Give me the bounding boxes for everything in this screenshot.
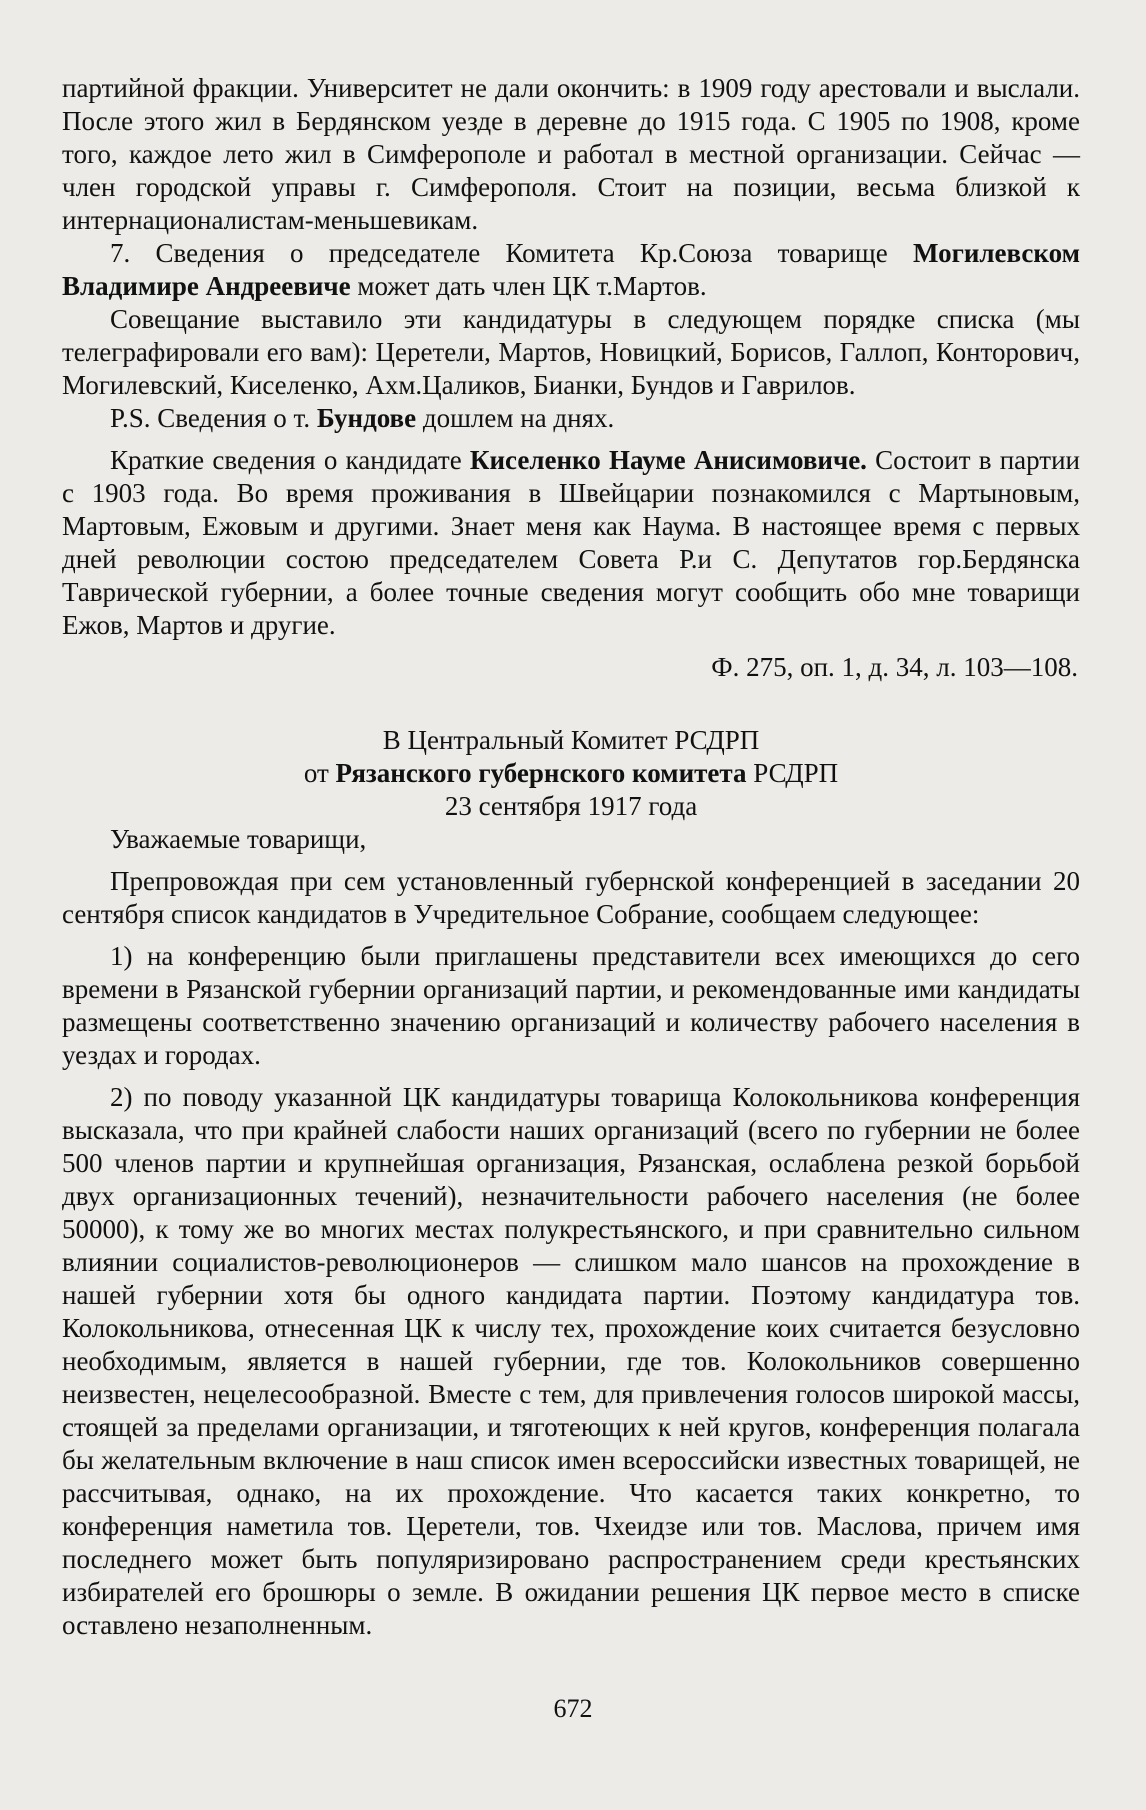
heading-date: 23 сентября 1917 года xyxy=(444,791,698,821)
ps-prefix: P.S. Сведения о т. xyxy=(110,403,317,433)
heading-party: РСДРП xyxy=(746,758,839,788)
paragraph-brief xyxy=(62,444,1080,642)
paragraph-continuation: партийной фракции. Университет не дали окончить: в 1909 году арестовали и выслали. После этого жил в Бердянском уезде в деревне до 1915 года. С 1905 по 1908, кроме того, каждое лето жил в Симферополе и работал в местной организации. Сейчас — член городской управы г. Симферополя. Стоит на позиции, весьма близкой к интернационалистам-меньшевикам. xyxy=(62,73,1080,235)
p7-prefix: 7. Сведения о председателе Комитета Кр.Союза товарище xyxy=(110,238,913,268)
salutation: Уважаемые товарищи, xyxy=(110,824,367,854)
brief-prefix: Краткие сведения о кандидате xyxy=(110,445,470,475)
paragraph-item-7 xyxy=(62,237,1080,303)
heading-line-2 xyxy=(62,757,1080,790)
letter-heading xyxy=(62,724,1080,823)
paragraph-point-1: 1) на конференцию были приглашены представители всех имеющихся до сего времени в Рязанской губернии организаций партии, и рекомендованные ими кандидаты размещены соответственно значению организаций и количеству рабочего населения в уездах и городах. xyxy=(62,941,1080,1070)
brief-suffix: Состоит в партии с 1903 года. Во время проживания в Швейцарии познакомился с Мартыновым, Мартовым, Ежовым и другими. Знает меня как Наума. В настоящее время с первых дней революции состою председателем Совета Р.и С. Депутатов гор.Бердянска Таврической губернии, а более точные сведения могут сообщить обо мне товарищи Ежов, Мартов и другие. xyxy=(62,445,1080,640)
heading-committee: Рязанского губернского комитета xyxy=(335,758,747,788)
ps-suffix: дошлем на днях. xyxy=(416,403,615,433)
ps-name: Бундове xyxy=(316,403,417,433)
heading-line-1: В Центральный Комитет РСДРП xyxy=(382,725,760,755)
heading-from: от xyxy=(303,758,336,788)
brief-name: Киселенко Науме Анисимовиче. xyxy=(469,445,867,475)
page-number: 672 xyxy=(553,1694,593,1723)
paragraph-ps xyxy=(62,402,1080,435)
paragraph-point-2: 2) по поводу указанной ЦК кандидатуры товарища Колокольникова конференция высказала, что при крайней слабости наших организаций (всего по губернии не более 500 членов партии и крупнейшая организация, Рязанская, ослаблена резкой борьбой двух организационных течений), незначительности рабочего населения (не более 50000), к тому же во многих местах полукрестьянского, и при сравнительно сильном влиянии социалистов-революционеров — слишком мало шансов на прохождение в нашей губернии хотя бы одного кандидата партии. Поэтому кандидатура тов. Колокольникова, отнесенная ЦК к числу тех, прохождение коих считается безусловно необходимым, является в нашей губернии, где тов. Колокольников совершенно неизвестен, нецелесообразной. Вместе с тем, для привлечения голосов широкой массы, стоящей за пределами организации, и тяготеющих к ней кругов, конференция полагала бы желательным включение в наш список имен всероссийски известных товарищей, не рассчитывая, однако, на их прохождение. Что касается таких конкретно, то конференция наметила тов. Церетели, тов. Чхеидзе или тов. Маслова, причем имя последнего может быть популяризировано распространением среди крестьянских избирателей его брошюры о земле. В ожидании решения ЦК первое место в списке оставлено незаполненным. xyxy=(62,1082,1080,1640)
archive-reference: Ф. 275, оп. 1, д. 34, л. 103—108. xyxy=(711,652,1078,682)
p7-name: Могилевском Владимире Андреевиче xyxy=(62,238,1080,301)
p7-suffix: может дать член ЦК т.Мартов. xyxy=(350,271,707,301)
paragraph-intro: Препровождая при сем установленный губернской конференцией в заседании 20 сентября список кандидатов в Учредительное Собрание, сообщаем следующее: xyxy=(62,866,1080,929)
document-body xyxy=(62,72,1080,1642)
paragraph-meeting: Совещание выставило эти кандидатуры в следующем порядке списка (мы телеграфировали его вам): Церетели, Мартов, Новицкий, Борисов, Галлоп, Конторович, Могилевский, Киселенко, Ахм.Цаликов, Бианки, Бундов и Гаврилов. xyxy=(62,304,1080,400)
